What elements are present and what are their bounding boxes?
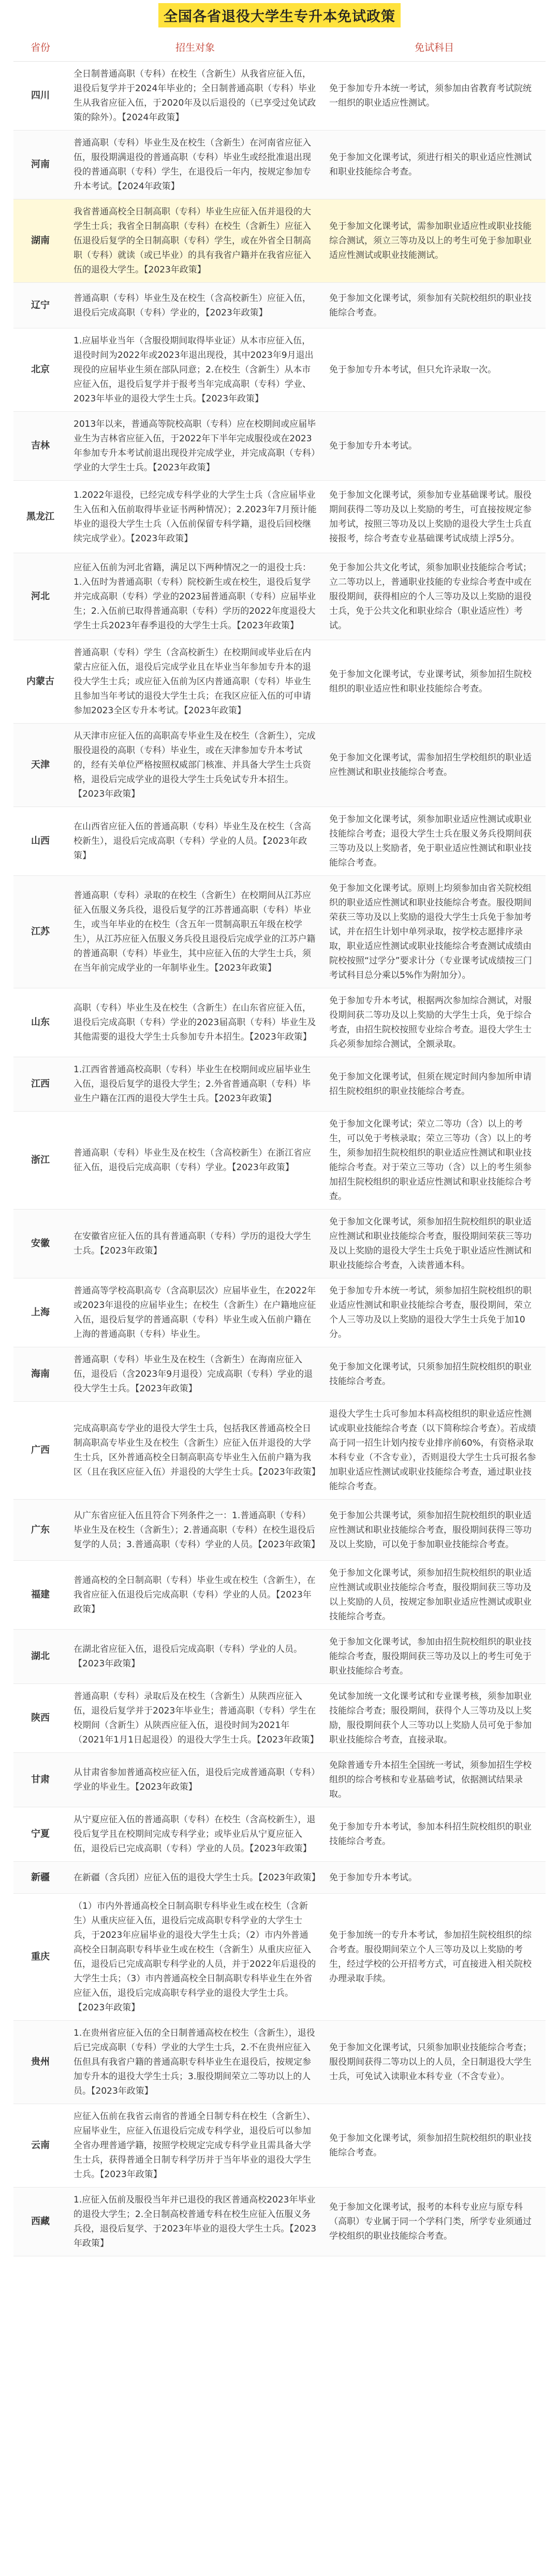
province-cell: 云南 (13, 2104, 67, 2188)
page-title: 全国各省退役大学生专升本免试政策 (158, 3, 401, 27)
table-row (13, 1500, 546, 1561)
province-cell: 重庆 (13, 1894, 67, 2021)
table-row (13, 876, 546, 988)
province-cell: 内蒙古 (13, 640, 67, 724)
target-cell: 全日制普通高职（专科）在校生（含新生）从我省应征入伍，退役后复学并于2024年毕业的；全日制普通高职（专科）毕业生从我省应征入伍，于2020年及以后退役的（已享受过免试政策的除外）。【2024年政策】 (67, 62, 323, 131)
target-cell: 在安徽省应征入伍的具有普通高职（专科）学历的退役大学生士兵。【2023年政策】 (67, 1210, 323, 1278)
target-cell: 普通高职（专科）录取后及在校生（含新生）从陕西应征入伍，退役后复学并于2023年毕业生；普通高职（专科）学生在校期间（含新生）从陕西应征入伍，退役时间为2021年（2021年1月1日起退役）的退役大学生士兵。【2023年政策】 (67, 1684, 323, 1753)
target-cell: 普通高职（专科）毕业生及在校生（含新生）在海南应征入伍，退役后（含2023年9月退役）完成高职（专科）学业的退役大学生士兵。【2023年政策】 (67, 1347, 323, 1402)
target-cell: 高职（专科）毕业生及在校生（含新生）在山东省应征入伍，退役后完成高职（专科）学业的2023届高职（专科）毕业生及其他需要的退役大学生士兵参加专升本招生。【2023年政策】 (67, 988, 323, 1057)
province-cell: 山东 (13, 988, 67, 1057)
target-cell: 完成高职高专学业的退役大学生士兵，包括我区普通高校全日制高职高专毕业生及在校生（含新生）应征入伍并退役的大学生士兵，区外普通高校全日制高职高专毕业生入伍前户籍为我区（且在我区应征入伍）并退役的大学生士兵。【2023年政策】 (67, 1402, 323, 1500)
table-row (13, 1807, 546, 1862)
table-row (13, 2188, 546, 2256)
table-row (13, 412, 546, 481)
subjects-cell: 免于参加文化课考试，需参加职业适应性或职业技能综合测试，须立三等功及以上的考生可免于参加职业适应性测试或职业技能测试。 (323, 199, 546, 283)
target-cell: 应征入伍前在我省云南省的普通全日制专科在校生（含新生）、应届毕业生，应征入伍退役后完成专科学业，退役后可以参加全省办理普通学籍，按照学校规定完成专科学业且需具备大学生士兵，获得普通全日制专科学历并于当年毕业的退役大学生士兵。【2023年政策】 (67, 2104, 323, 2188)
subjects-cell: 免于参加统一的专升本考试，参加招生院校组织的综合考查。服役期间荣立个人三等功及以上奖励的考生，经过学校的公开招考方式，可直接进入相关院校办理录取手续。 (323, 1894, 546, 2021)
target-cell: 从广东省应征入伍且符合下列条件之一：1.普通高职（专科）毕业生及在校生（含新生）；2.普通高职（专科）在校生退役后复学的人员；3.普通高职（专科）学业的人员。【2023年政策】 (67, 1500, 323, 1561)
province-cell: 宁夏 (13, 1807, 67, 1862)
table-row (13, 1057, 546, 1112)
target-cell: 普通高职（专科）学生（含高校新生）在校期间或毕业后在内蒙古应征入伍，退役后完成学业且在毕业当年参加专升本的退役大学生士兵；或应征入伍前为区内普通高职（专科）毕业生且参加当年考试的退役大学生士兵；在我区应征入伍的可申请参加2023全区专升本考试。【2023年政策】 (67, 640, 323, 724)
target-cell: 普通高职（专科）毕业生及在校生（含高校新生）在浙江省应征入伍，退役后完成高职（专科）学业。【2023年政策】 (67, 1112, 323, 1210)
table-row (13, 1894, 546, 2021)
subjects-cell: 免于参加文化课考试，报考的本科专业应与原专科（高职）专业属于同一个学科门类，所学专业须通过学校组织的职业技能综合考查。 (323, 2188, 546, 2256)
province-cell: 贵州 (13, 2021, 67, 2104)
header-province: 省份 (13, 32, 67, 62)
subjects-cell: 免于参加专升本统一考试，须参加由省教育考试院统一组织的职业适应性测试。 (323, 62, 546, 131)
target-cell: 从天津市应征入伍的高职高专毕业生及在校生（含新生），完成服役退役的高职（专科）毕业生，或在天津参加专升本考试的，经有关单位严格按照权威部门核准、并具备大学生士兵资格，退役后完成学业的退役大学生士兵免试专升本招生。【2023年政策】 (67, 724, 323, 807)
table-row (13, 1112, 546, 1210)
province-cell: 北京 (13, 328, 67, 412)
table-row (13, 1347, 546, 1402)
table-row (13, 62, 546, 131)
province-cell: 湖北 (13, 1630, 67, 1684)
table-row (13, 328, 546, 412)
subjects-cell: 免于参加文化课考试，须参加职业适应性测试或职业技能综合考查；退役大学生士兵在服义务兵役期间获三等功及以上奖励者，免于职业适应性测试和职业技能综合考查。 (323, 807, 546, 876)
province-cell: 山西 (13, 807, 67, 876)
subjects-cell: 免于参加文化课考试，专业课考试，须参加招生院校组织的职业适应性和职业技能综合考查。 (323, 640, 546, 724)
table-row (13, 1684, 546, 1753)
table-row (13, 807, 546, 876)
table-header-row (13, 32, 546, 62)
subjects-cell: 免于参加文化课考试，须参加招生院校组织的职业适应性测试和职业技能综合考查，服役期间荣获三等功及以上奖励的退役大学生士兵免于职业适应性测试和职业技能综合考查，入读普通本科。 (323, 1210, 546, 1278)
table-row (13, 1630, 546, 1684)
table-body (13, 62, 546, 2256)
subjects-cell: 免于参加文化课考试，需参加招生学校组织的职业适应性测试和职业技能综合考查。 (323, 724, 546, 807)
target-cell: 1.在贵州省应征入伍的全日制普通高校在校生（含新生），退役后已完成高职（专科）学业的大学生士兵，2.不在贵州应征入伍但具有我省户籍的普通高职专科毕业生在退役后，按规定参加专升本的退役大学生士兵；3.服役期间荣立二等功以上的人员。【2023年政策】 (67, 2021, 323, 2104)
subjects-cell: 免于参加文化课考试。原则上均须参加由省关院校组织的职业适应性测试和职业技能综合考查。服役期间荣获三等功及以上奖励的退役大学生士兵免于参加考试，并在招生计划中单列录取，按学校志愿排序录取，职业适应性测试或职业技能综合考查测试成绩由院校按照“过学分”要求计分（专业课考试成绩按三门考试科目总分乘以5%作为附加分）。 (323, 876, 546, 988)
province-cell: 辽宁 (13, 283, 67, 328)
target-cell: 普通高等学校高职高专（含高职层次）应届毕业生，在2022年或2023年退役的应届毕业生；在校生（含新生）在户籍地应征入伍，退役后复学的普通高职（专科）毕业生或入伍前户籍在上海的普通高职（专科）毕业生。 (67, 1278, 323, 1347)
target-cell: 应征入伍前为河北省籍，满足以下两种情况之一的退役士兵：1.入伍时为普通高职（专科）院校新生或在校生，退役后复学并完成高职（专科）学业的2023届普通高职（专科）应届毕业生；2.入伍前已取得普通高职（专科）学历的2022年度退役大学生士兵2023年春季退役的大学生士兵。【2023年政策】 (67, 553, 323, 640)
target-cell: 1.江西省普通高校高职（专科）毕业生在校期间或应届毕业生入伍，退役后复学的退役大学生；2.外省普通高职（专科）毕业生户籍在江西的退役大学生士兵。【2023年政策】 (67, 1057, 323, 1112)
target-cell: 从宁夏应征入伍的普通高职（专科）在校生（含高校新生），退役后复学且在校期间完成专科学业；或毕业后从宁夏应征入伍，退役后已完成高职（专科）学业的人员。【2023年政策】 (67, 1807, 323, 1862)
table-row (13, 640, 546, 724)
province-cell: 江苏 (13, 876, 67, 988)
target-cell: 1.2022年退役，已经完成专科学业的大学生士兵（含应届毕业生入伍和入伍前取得毕业证书两种情况）；2.2023年7月预计能毕业的退役大学生士兵（入伍前保留专科学籍，退役后回校继续完成学业）。【2023年政策】 (67, 481, 323, 553)
province-cell: 浙江 (13, 1112, 67, 1210)
province-cell: 广西 (13, 1402, 67, 1500)
province-cell: 天津 (13, 724, 67, 807)
table-row (13, 199, 546, 283)
subjects-cell: 免试参加统一文化课考试和专业课考核，须参加职业技能综合考查；服役期间，获得个人三等功及以上奖励，服役期间获个人三等功以上奖励人员可免于参加职业技能综合考查，直接录取。 (323, 1684, 546, 1753)
province-cell: 黑龙江 (13, 481, 67, 553)
table-row (13, 1561, 546, 1630)
province-cell: 河北 (13, 553, 67, 640)
subjects-cell: 免除普通专升本招生全国统一考试，须参加招生学校组织的综合考核和专业基础考试，依据测试结果录取。 (323, 1753, 546, 1807)
subjects-cell: 免于参加文化课考试，只须参加职业技能综合考查；服役期间获得二等功以上的人员，全日制退役大学生士兵，可免试入读职业本科专业（不含专业）。 (323, 2021, 546, 2104)
subjects-cell: 免于参加专升本统一考试，须参加招生院校组织的职业适应性测试和职业技能综合考查，服役期间，荣立个人三等功及以上奖励的退役大学生士兵免于加10分。 (323, 1278, 546, 1347)
target-cell: 在山西省应征入伍的普通高职（专科）毕业生及在校生（含高校新生），退役后完成高职（专科）学业的人员。【2023年政策】 (67, 807, 323, 876)
province-cell: 河南 (13, 131, 67, 199)
province-cell: 新疆 (13, 1862, 67, 1894)
province-cell: 四川 (13, 62, 67, 131)
table-row (13, 988, 546, 1057)
province-cell: 吉林 (13, 412, 67, 481)
target-cell: 普通高职（专科）录取的在校生（含新生）在校期间从江苏应征入伍服义务兵役，退役后复学的江苏普通高职（专科）毕业生，或当年毕业的在校生（含五年一贯制高职五年级在校学生），从江苏应征入伍服义务兵役且退役后完成学业的江苏户籍的普通高职（专科）毕业生，其中应征入伍的大学生士兵，须在当年前完成学业的一年制毕业生。【2023年政策】 (67, 876, 323, 988)
subjects-cell: 免于参加文化课考试，须进行相关的职业适应性测试和职业技能综合考查。 (323, 131, 546, 199)
target-cell: 在新疆（含兵团）应征入伍的退役大学生士兵。【2023年政策】 (67, 1862, 323, 1894)
subjects-cell: 免于参加文化课考试；荣立二等功（含）以上的考生，可以免于考核录取；荣立三等功（含）以上的考生，须参加招生院校组织的职业适应性测试和职业技能综合考查。对于荣立三等功（含）以上的考生须参加招生院校组织的职业适应性测试和职业技能综合考查。 (323, 1112, 546, 1210)
table-row (13, 283, 546, 328)
target-cell: （1）市内外普通高校全日制高职专科毕业生或在校生（含新生）从重庆应征入伍，退役后完成高职专科学业的大学生士兵，于2023年应届毕业的退役大学生士兵；（2）市内外普通高校全日制高职专科毕业生或在校生（含新生）从重庆应征入伍，退役后已完成高职专科学业的人员，并于2022年后退役的大学生士兵；（3）市内普通高校全日制高职专科毕业生在外省应征入伍，退役后完成高职专科学业的退役大学生士兵。【2023年政策】 (67, 1894, 323, 2021)
title-bar (0, 0, 559, 30)
subjects-cell: 免于参加文化课考试，须参加招生院校组织的职业技能综合考查。 (323, 2104, 546, 2188)
table-row (13, 1753, 546, 1807)
subjects-cell: 免于参加专升本考试，参加本科招生院校组织的职业技能综合考查。 (323, 1807, 546, 1862)
table-row (13, 2021, 546, 2104)
table-row (13, 1210, 546, 1278)
province-cell: 甘肃 (13, 1753, 67, 1807)
table-row (13, 1278, 546, 1347)
province-cell: 安徽 (13, 1210, 67, 1278)
target-cell: 1.应征入伍前及服役当年并已退役的我区普通高校2023年毕业的退役大学生；2.全日制高校普通专科在校生应征入伍服义务兵役，退役后复学、于2023年毕业的退役大学生士兵。【2023年政策】 (67, 2188, 323, 2256)
subjects-cell: 免于参加文化课考试，须参加专业基础课考试。服役期间获得二等功及以上奖励的考生，可直接按规定参加考试，按照三等功及以上奖励的退役大学生士兵直接报考，综合考查专业基础课考试成绩上浮5分。 (323, 481, 546, 553)
target-cell: 普通高职（专科）毕业生及在校生（含新生）在河南省应征入伍，服役期满退役的普通高职（专科）毕业生或经批准退出现役的普通高职（专科）学生，在退役后一年内，按规定参加专升本考试。【2024年政策】 (67, 131, 323, 199)
subjects-cell: 免于参加专升本考试，但只允许录取一次。 (323, 328, 546, 412)
table-row (13, 131, 546, 199)
table-row (13, 2104, 546, 2188)
province-cell: 陕西 (13, 1684, 67, 1753)
subjects-cell: 免于参加专升本考试。 (323, 412, 546, 481)
header-target: 招生对象 (67, 32, 323, 62)
table-row (13, 1862, 546, 1894)
table-row (13, 481, 546, 553)
target-cell: 普通高校的全日制高职（专科）毕业生或在校生（含新生），在我省应征入伍退役后完成高职（专科）学业的人员。【2023年政策】 (67, 1561, 323, 1630)
target-cell: 从甘肃省参加普通高校应征入伍，退役后完成普通高职（专科）学业的毕业生。【2023年政策】 (67, 1753, 323, 1807)
subjects-cell: 免于参加文化课考试，须参加招生院校组织的职业适应性测试或职业技能综合考查，服役期间获三等功及以上奖励的人员，按规定参加职业适应性测试或职业技能综合考查。 (323, 1561, 546, 1630)
subjects-cell: 免于参加公共课考试，须参加招生院校组织的职业适应性测试和职业技能综合考查，服役期间获得三等功及以上奖励，可以免于参加职业技能综合考查。 (323, 1500, 546, 1561)
target-cell: 2013年以来，普通高等院校高职（专科）应在校期间或应届毕业生为吉林省应征入伍，于2022年下半年完成服役或在2023年参加专升本考试前退出现役并完成学业，并完成高职（专科）学业的大学生士兵。【2023年政策】 (67, 412, 323, 481)
target-cell: 我省普通高校全日制高职（专科）毕业生应征入伍并退役的大学生士兵；我省全日制高职（专科）在校生（含新生）应征入伍退役后复学的全日制高职（专科）学生，或在外省全日制高职（专科）就读（或已毕业）的具有我省户籍并在我省应征入伍的退役大学生。【2023年政策】 (67, 199, 323, 283)
table-row (13, 553, 546, 640)
province-cell: 湖南 (13, 199, 67, 283)
table-row (13, 1402, 546, 1500)
subjects-cell: 免于参加文化课考试，须参加有关院校组织的职业技能综合考查。 (323, 283, 546, 328)
province-cell: 海南 (13, 1347, 67, 1402)
province-cell: 福建 (13, 1561, 67, 1630)
subjects-cell: 免于参加专升本考试。 (323, 1862, 546, 1894)
subjects-cell: 免于参加专升本考试，根据两次参加综合测试，对服役期间获二等功及以上奖励的大学生士兵，免于综合考查，由招生院校按照专业综合考查。退役大学生士兵必须参加综合测试，全额录取。 (323, 988, 546, 1057)
policy-table-wrap (13, 32, 546, 2256)
subjects-cell: 退役大学生士兵可参加本科高校组织的职业适应性测试或职业技能综合考查（以下简称综合考查）。若成绩高于同一招生计划内按专业排序前60%，有资格录取本科专业（不含专业），否则退役大学生士兵可报名参加职业适应性测试或职业技能综合考查，通过职业技能综合考查。 (323, 1402, 546, 1500)
policy-table (13, 32, 546, 2256)
province-cell: 上海 (13, 1278, 67, 1347)
table-row (13, 724, 546, 807)
subjects-cell: 免于参加文化课考试，只须参加招生院校组织的职业技能综合考查。 (323, 1347, 546, 1402)
province-cell: 江西 (13, 1057, 67, 1112)
header-subjects: 免试科目 (323, 32, 546, 62)
subjects-cell: 免于参加公共文化考试，须参加职业技能综合考试；立二等功以上，普通职业技能的专业综合考查中或在服役期间，获得相应的个人三等功及以上奖励的退役士兵，免于公共文化和职业综合（职业适应性）考试。 (323, 553, 546, 640)
subjects-cell: 免于参加文化课考试，参加由招生院校组织的职业技能综合考查，服役期间获三等功及以上的考生可免于职业技能综合考查。 (323, 1630, 546, 1684)
target-cell: 1.应届毕业当年（含服役期间取得毕业证）从本市应征入伍，退役时间为2022年或2023年退出现役，其中2023年9月退出现役的应届毕业生须在部队同意；2.在校生（含新生）从本市应征入伍，退役后复学并于报考当年完成高职（专科）学业、2023年毕业的退役大学生士兵。【2023年政策】 (67, 328, 323, 412)
target-cell: 在湖北省应征入伍，退役后完成高职（专科）学业的人员。【2023年政策】 (67, 1630, 323, 1684)
province-cell: 西藏 (13, 2188, 67, 2256)
subjects-cell: 免于参加文化课考试，但须在规定时间内参加所申请招生院校组织的职业技能综合考查。 (323, 1057, 546, 1112)
target-cell: 普通高职（专科）毕业生及在校生（含高校新生）应征入伍，退役后完成高职（专科）学业的，【2023年政策】 (67, 283, 323, 328)
province-cell: 广东 (13, 1500, 67, 1561)
